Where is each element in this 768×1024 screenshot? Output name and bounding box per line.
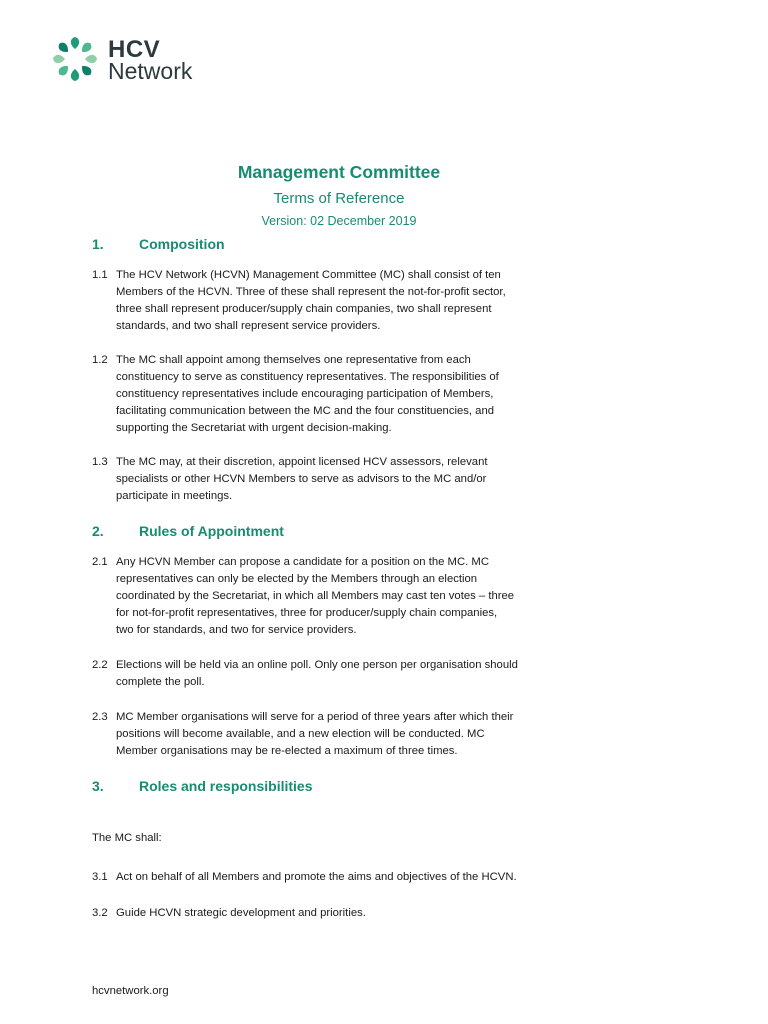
clause-line: for not-for-profit representatives, three for producer/supply chain companies, bbox=[116, 607, 498, 619]
clause-line: three shall represent producer/supply chain companies, two shall represent bbox=[116, 303, 492, 315]
clause-line: supporting the Secretariat with urgent decision-making. bbox=[116, 422, 392, 434]
clause-1-3 bbox=[92, 454, 592, 505]
hcv-network-logo bbox=[52, 36, 222, 88]
clause-line: Members of the HCVN. Three of these shall represent the not-for-profit sector, bbox=[116, 286, 506, 298]
section-heading-roles-and-responsibilities bbox=[92, 778, 313, 794]
logo-leaf bbox=[71, 69, 79, 81]
clause-line: two for standards, and two for service providers. bbox=[116, 624, 357, 636]
document-title: Management Committee bbox=[237, 162, 441, 182]
clause-line: coordinated by the Secretariat, in which all Members may cast ten votes – three bbox=[116, 590, 515, 602]
logo-leaf bbox=[53, 55, 65, 63]
clause-number: 3.1 bbox=[92, 871, 108, 883]
clause-1-2 bbox=[92, 352, 592, 437]
clause-2-2 bbox=[92, 657, 592, 691]
clause-text bbox=[116, 454, 592, 505]
clause-line: The MC shall appoint among themselves one representative from each bbox=[116, 354, 471, 366]
section-heading-composition bbox=[92, 236, 225, 252]
clause-line: specialists or other HCVN Members to serve as advisors to the MC and/or bbox=[116, 473, 487, 485]
logo-leaf bbox=[79, 63, 93, 77]
section-title: Composition bbox=[139, 236, 225, 252]
logo-text-network: Network bbox=[108, 58, 193, 84]
clause-line: positions will become available, and a new election will be conducted. MC bbox=[116, 728, 485, 740]
clause-number: 2.1 bbox=[92, 556, 108, 568]
clause-number: 2.2 bbox=[92, 659, 108, 671]
clause-line: The HCV Network (HCVN) Management Committee (MC) shall consist of ten bbox=[116, 269, 501, 281]
clause-line: representatives can only be elected by the Members through an election bbox=[116, 573, 478, 585]
clause-line: Guide HCVN strategic development and priorities. bbox=[116, 907, 366, 919]
logo-leaf bbox=[85, 55, 97, 63]
document-version: Version: 02 December 2019 bbox=[261, 214, 417, 228]
logo-leaf bbox=[71, 37, 79, 49]
clause-line: Any HCVN Member can propose a candidate for a position on the MC. MC bbox=[116, 556, 489, 568]
document-subtitle: Terms of Reference bbox=[273, 190, 405, 207]
clause-3-1 bbox=[92, 869, 592, 886]
clause-text bbox=[116, 352, 592, 437]
logo-leaf bbox=[57, 63, 71, 77]
clause-number: 1.2 bbox=[92, 354, 108, 366]
clause-line: Elections will be held via an online poll. Only one person per organisation should bbox=[116, 659, 518, 671]
clause-line: Member organisations may be re-elected a maximum of three times. bbox=[116, 745, 458, 757]
clause-line: standards, and two shall represent service providers. bbox=[116, 320, 381, 332]
clause-number: 2.3 bbox=[92, 711, 108, 723]
clause-text bbox=[116, 869, 592, 886]
clause-line: Act on behalf of all Members and promote the aims and objectives of the HCVN. bbox=[116, 871, 517, 883]
footer-url[interactable]: hcvnetwork.org bbox=[92, 985, 169, 997]
clause-number: 1.1 bbox=[92, 269, 108, 281]
logo-leaf bbox=[79, 41, 93, 55]
section-number: 3. bbox=[92, 778, 104, 794]
clause-line: constituency to serve as constituency representatives. The responsibilities of bbox=[116, 371, 499, 383]
clause-2-3 bbox=[92, 709, 592, 760]
clause-line: constituency representatives include encouraging participation of Members, bbox=[116, 388, 494, 400]
clause-text bbox=[116, 709, 592, 760]
section-number: 1. bbox=[92, 236, 104, 252]
clause-1-1 bbox=[92, 267, 592, 335]
clause-line: facilitating communication between the MC and the four constituencies, and bbox=[116, 405, 495, 417]
section-heading-rules-of-appointment bbox=[92, 523, 284, 539]
clause-line: complete the poll. bbox=[116, 676, 205, 688]
section-title: Roles and responsibilities bbox=[139, 778, 313, 794]
section-title: Rules of Appointment bbox=[139, 523, 284, 539]
hcv-logo-mark-icon bbox=[52, 36, 98, 82]
logo-leaf bbox=[57, 41, 71, 55]
clause-number: 3.2 bbox=[92, 907, 108, 919]
clause-text bbox=[116, 657, 592, 691]
clause-line: MC Member organisations will serve for a period of three years after which their bbox=[116, 711, 514, 723]
clause-3-2 bbox=[92, 905, 592, 922]
section-intro: The MC shall: bbox=[92, 832, 162, 844]
clause-2-1 bbox=[92, 554, 592, 639]
logo-text-hcv: HCV bbox=[108, 36, 161, 63]
clause-text bbox=[116, 905, 592, 922]
clause-number: 1.3 bbox=[92, 456, 108, 468]
clause-line: participate in meetings. bbox=[116, 490, 233, 502]
clause-text bbox=[116, 554, 592, 639]
clause-line: The MC may, at their discretion, appoint licensed HCV assessors, relevant bbox=[116, 456, 488, 468]
clause-text bbox=[116, 267, 592, 335]
section-number: 2. bbox=[92, 523, 104, 539]
